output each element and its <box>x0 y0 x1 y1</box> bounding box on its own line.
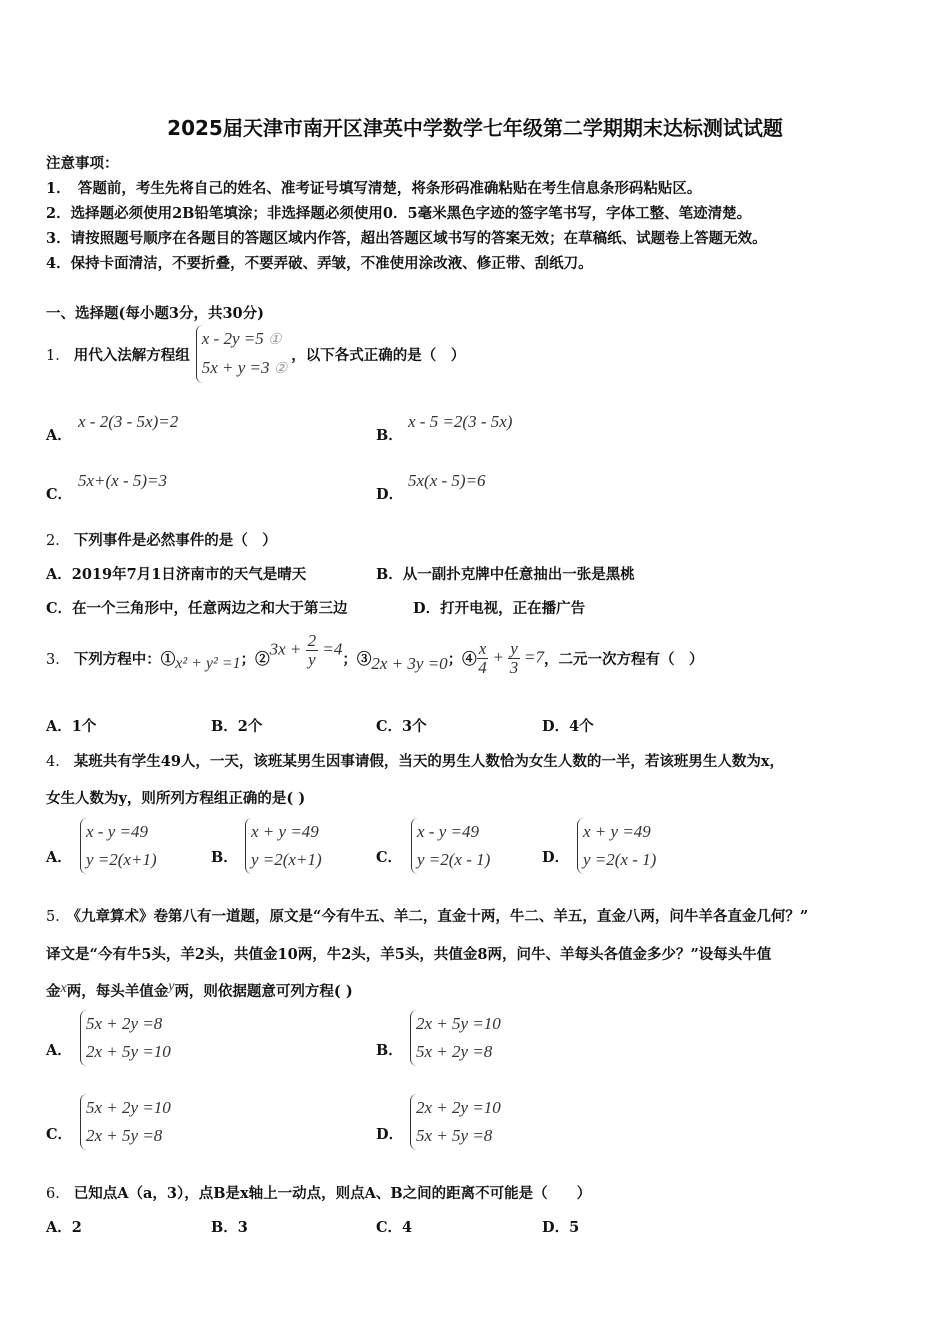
question-text: 《九章算术》卷第八有一道题，原文是“今有牛五、羊二，直金十两，牛二、羊五，直金八两，问牛羊各直金几何？” <box>73 908 809 925</box>
equation-system <box>196 325 288 383</box>
question-number: 5． <box>46 909 70 925</box>
option-expression: x - 2(3 - 5x)=2 <box>78 412 179 431</box>
equation: x + y =49 <box>251 822 319 841</box>
option: C．4 <box>376 1219 413 1236</box>
question-text: ，二元一次方程有（ ） <box>544 650 704 668</box>
option: A．2 <box>46 1219 82 1236</box>
question-text-line <box>46 980 353 1001</box>
equation <box>477 640 544 677</box>
option-label: C． <box>46 486 73 503</box>
option: D．5 <box>542 1219 580 1236</box>
option: C．在一个三角形中，任意两边之和大于第三边 <box>46 600 348 617</box>
equation: 2x + 2y =10 <box>416 1098 501 1117</box>
option: B．3 <box>211 1219 248 1236</box>
equation: 2x + 5y =10 <box>416 1014 501 1033</box>
question-1 <box>46 325 465 383</box>
equation-term: =7 <box>524 646 544 666</box>
separator-text: ；④ <box>447 650 477 668</box>
equation: y =2(x - 1) <box>583 850 657 869</box>
question-text: 译文是“今有牛5头，羊2头，共值金10两，牛2头，羊5头，共值金8两，问牛、羊每头各值金多少？”设每头牛值 <box>46 946 772 963</box>
question-number: 2． <box>46 533 70 549</box>
question-5 <box>46 905 808 926</box>
option-label: C． <box>376 849 403 866</box>
question-number: 3． <box>46 651 70 668</box>
equation-term: =4 <box>322 638 343 658</box>
equation-system <box>80 1010 171 1066</box>
notice-item: 4．保持卡面清洁，不要折叠，不要弄破、弄皱，不准使用涂改液、修正带、刮纸刀。 <box>46 255 593 272</box>
question-text: 女生人数为y，则所列方程组正确的是( ) <box>46 790 306 807</box>
page-title: 2025届天津市南开区津英中学数学七年级第二学期期末达标测试试题 <box>167 116 783 140</box>
question-number: 1． <box>46 347 70 364</box>
question-text: 两，每头羊值金 <box>66 983 169 1000</box>
question-text: 某班共有学生49人，一天，该班某男生因事请假，当天的男生人数恰为女生人数的一半，若该班男生人数为x， <box>73 753 785 770</box>
question-3 <box>46 630 704 686</box>
equation: 5x + 2y =8 <box>416 1042 493 1061</box>
notice-item: 3．请按照题号顺序在各题目的答题区域内作答，超出答题区域书写的答案无效；在草稿纸、试题卷上答题无效。 <box>46 230 767 247</box>
question-text: 金 <box>46 983 61 1000</box>
question-text: 两，则依据题意可列方程( ) <box>174 983 353 1000</box>
equation-term: 3x + <box>269 638 302 658</box>
equation-system <box>410 1010 501 1066</box>
equation: 2x + 5y =10 <box>86 1042 171 1061</box>
option-label: D． <box>376 1126 404 1143</box>
equation: x² + y² =1 <box>175 655 241 672</box>
denominator: 4 <box>478 657 487 677</box>
equation: 5x + 2y =8 <box>86 1014 163 1033</box>
option-label: A． <box>46 427 72 444</box>
equation: x - y =49 <box>417 822 479 841</box>
question-text: 下列事件是必然事件的是（ ） <box>73 532 277 549</box>
option: D．打开电视，正在播广告 <box>413 600 586 617</box>
variable-x: x <box>60 981 67 996</box>
option: B．从一副扑克牌中任意抽出一张是黑桃 <box>376 566 635 583</box>
equation: 5x + y =3 <box>201 358 270 377</box>
option-label: B． <box>376 1042 403 1059</box>
notice-item: 2．选择题必须使用2B铅笔填涂；非选择题必须使用0．5毫米黑色字迹的签字笔书写，字体工整、笔迹清楚。 <box>46 205 752 222</box>
option-label: B． <box>211 849 238 866</box>
option-expression: x - 5 =2(3 - 5x) <box>408 412 513 431</box>
question-6 <box>46 1182 591 1203</box>
equation: 2x + 3y =0 <box>371 654 448 673</box>
equation: x - y =49 <box>86 822 148 841</box>
question-number: 6． <box>46 1186 70 1202</box>
denominator: 3 <box>509 657 519 677</box>
option-label: D． <box>542 849 570 866</box>
option-label: D． <box>376 486 404 503</box>
equation-label: ② <box>273 361 288 377</box>
denominator: y <box>308 649 316 669</box>
option: C．3个 <box>376 718 427 735</box>
equation-system <box>411 818 490 874</box>
equation-system <box>80 818 157 874</box>
equation <box>270 632 343 669</box>
option: D．4个 <box>542 718 594 735</box>
option: B．2个 <box>211 718 263 735</box>
separator-text: ；③ <box>342 650 372 668</box>
fraction <box>306 632 319 669</box>
question-number: 4． <box>46 754 70 770</box>
question-4 <box>46 750 784 771</box>
fraction <box>477 640 489 677</box>
option-label: C． <box>46 1126 73 1143</box>
equation-system <box>80 1094 171 1150</box>
option: A．1个 <box>46 718 97 735</box>
question-text: ，以下各式正确的是（ ） <box>291 346 466 364</box>
equation-system <box>577 818 656 874</box>
numerator: y <box>510 638 518 658</box>
equation: y =2(x+1) <box>251 850 322 869</box>
option-expression: 5x(x - 5)=6 <box>408 471 486 490</box>
notice-item: 1． 答题前，考生先将自己的姓名、准考证号填写清楚，将条形码准确粘贴在考生信息条形码粘贴区。 <box>46 180 702 197</box>
numerator: 2 <box>307 630 317 650</box>
equation: 5x + 5y =8 <box>416 1126 493 1145</box>
equation-system <box>245 818 322 874</box>
equation-term: + <box>492 646 504 666</box>
separator-text: ；② <box>240 650 270 668</box>
question-text: 用代入法解方程组 <box>73 346 190 364</box>
option-label: A． <box>46 1042 72 1059</box>
equation-label: ① <box>267 332 282 348</box>
option-label: A． <box>46 849 72 866</box>
equation: y =2(x - 1) <box>417 850 491 869</box>
equation: 2x + 5y =8 <box>86 1126 163 1145</box>
section-heading: 一、选择题(每小题3分，共30分) <box>46 305 264 322</box>
option-label: B． <box>376 427 403 444</box>
equation: x - 2y =5 <box>201 329 264 348</box>
equation-system <box>410 1094 501 1150</box>
variable-y: y <box>168 979 175 994</box>
question-2 <box>46 529 277 550</box>
notice-heading: 注意事项： <box>46 155 119 172</box>
question-text: 已知点A（a，3），点B是x轴上一动点，则点A、B之间的距离不可能是（ ） <box>73 1185 592 1202</box>
equation: 5x + 2y =10 <box>86 1098 171 1117</box>
option-expression: 5x+(x - 5)=3 <box>78 471 168 490</box>
equation: x + y =49 <box>583 822 651 841</box>
numerator: x <box>478 638 487 658</box>
equation: y =2(x+1) <box>86 850 157 869</box>
option: A．2019年7月1日济南市的天气是晴天 <box>46 566 307 583</box>
question-text: 下列方程中：① <box>73 650 176 668</box>
fraction <box>508 640 520 677</box>
